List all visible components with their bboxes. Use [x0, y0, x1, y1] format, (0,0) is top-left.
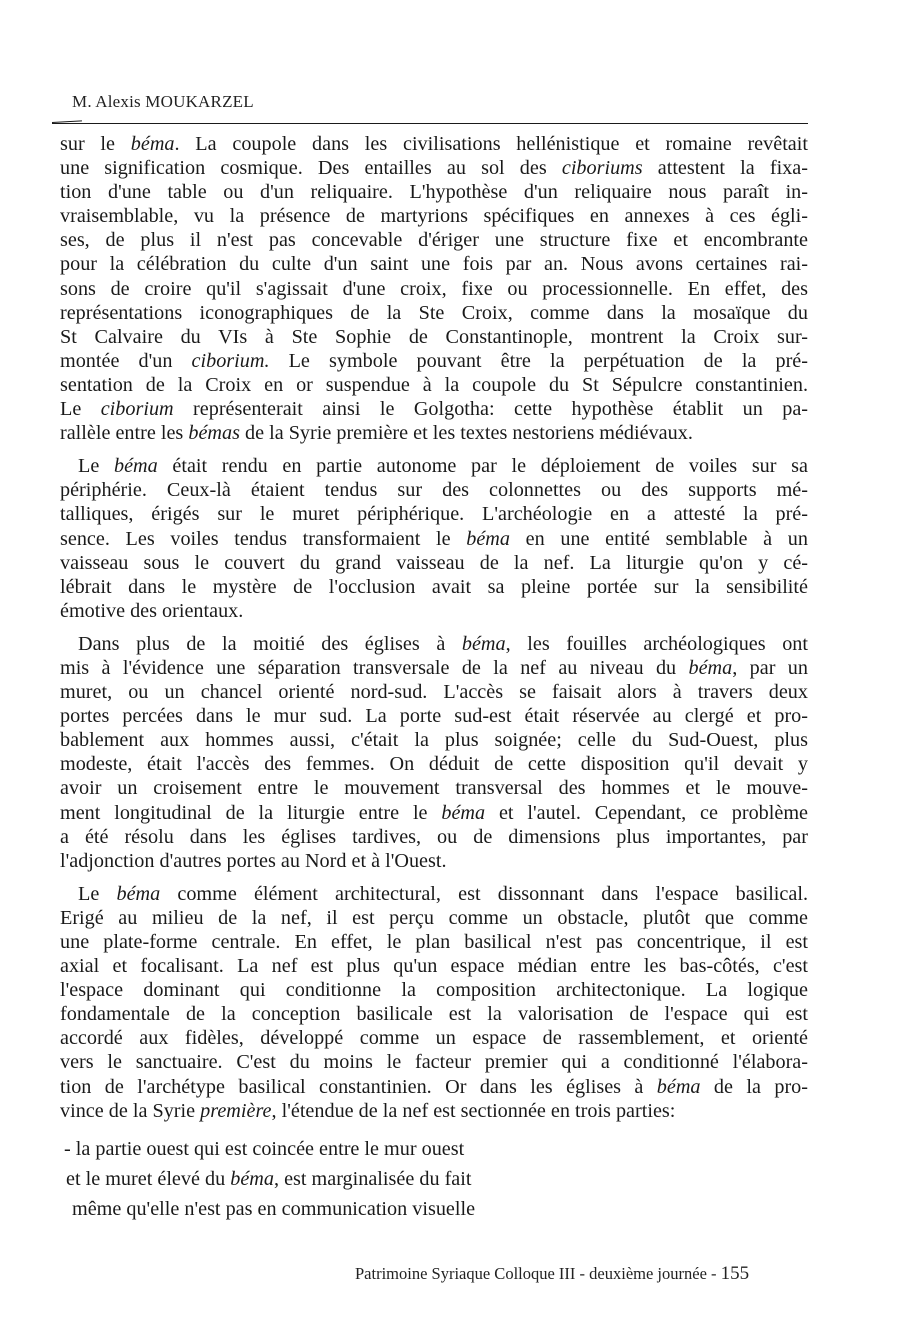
header-rule	[52, 123, 808, 124]
running-head-author: M. Alexis MOUKARZEL	[72, 92, 254, 111]
text-line: talliques, érigés sur le muret périphérique. L'archéologie en a attesté la pré-	[60, 503, 808, 526]
italic-term: première	[200, 1099, 272, 1122]
text-line: Le béma était rendu en partie autonome par le déploiement de voiles sur sa	[78, 455, 808, 478]
text-line: vraisemblable, vu la présence de martyrions spécifiques en annexes à ces égli-	[60, 205, 808, 228]
italic-term: ciborium.	[191, 349, 270, 372]
italic-term: bémas	[188, 422, 240, 445]
text-line: tion de l'archétype basilical constantinien. Or dans les églises à béma de la pro-	[60, 1075, 808, 1098]
text-line: une plate-forme centrale. En effet, le plan basilical n'est pas concentrique, il est	[60, 931, 808, 953]
list-line-2-pre: et le muret élevé du	[66, 1168, 231, 1190]
text-line: sence. Les voiles tendus transformaient le béma en une entité semblable à un	[60, 527, 808, 550]
text-line: rallèle entre les bémas de la Syrie première et les textes nestoriens médiévaux.	[60, 422, 693, 445]
italic-term: béma	[656, 1075, 701, 1098]
paragraph-2	[60, 454, 808, 623]
list-line-2-post: , est marginalisée du fait	[273, 1168, 472, 1190]
text-line: pour la célébration du culte d'un saint une fois par an. Nous avons certaines rai-	[60, 253, 808, 276]
text-line: l'adjonction d'autres portes au Nord et à l'Ouest.	[60, 849, 447, 872]
text-line: accordé aux fidèles, développé comme un espace de rassemblement, et orienté	[60, 1027, 808, 1050]
list-line-2-term: béma	[230, 1168, 274, 1190]
text-line: lébrait dans le mystère de l'occlusion avait sa pleine portée sur la sensibilité	[60, 575, 808, 598]
italic-term: béma	[688, 656, 733, 679]
text-line: sons de croire qu'il s'agissait d'une croix, fixe ou processionnelle. En effet, des	[60, 277, 808, 300]
text-line: muret, ou un chancel orienté nord-sud. L'accès se faisait alors à travers deux	[60, 681, 808, 704]
text-line: vers le sanctuaire. C'est du moins le facteur premier qui a conditionné l'élabora-	[60, 1051, 808, 1074]
italic-term: béma	[113, 455, 158, 478]
text-line: Le ciborium représenterait ainsi le Golgotha: cette hypothèse établit un pa-	[60, 398, 809, 421]
italic-term: béma	[441, 801, 486, 824]
italic-term: béma	[116, 882, 161, 905]
text-line: une signification cosmique. Des entailles au sol des ciboriums attestent la fixa-	[60, 157, 808, 180]
text-line: sur le béma. La coupole dans les civilisations hellénistique et romaine revêtait	[60, 133, 808, 155]
page-number: 155	[720, 1263, 750, 1284]
italic-term: béma	[130, 133, 175, 155]
text-line: ses, de plus il n'est pas concevable d'ériger une structure fixe et encombrante	[60, 229, 808, 252]
paragraph-3	[60, 632, 808, 873]
text-line: modeste, était l'accès des femmes. On déduit de cette disposition qu'il devait y	[60, 753, 808, 776]
paragraph-4	[60, 882, 808, 1123]
text-line: avoir un croisement entre le mouvement transversal des hommes et le mouve-	[60, 777, 808, 800]
text-line: montée d'un ciborium. Le symbole pouvant être la perpétuation de la pré-	[60, 349, 808, 372]
text-line: Dans plus de la moitié des églises à béma, les fouilles archéologiques ont	[78, 632, 808, 655]
italic-term: ciboriums	[561, 157, 643, 180]
list-block	[62, 1134, 475, 1224]
body-text	[60, 132, 808, 1132]
text-line: périphérie. Ceux-là étaient tendus sur des colonnettes ou des supports mé-	[60, 479, 808, 502]
text-line: Erigé au milieu de la nef, il est perçu comme un obstacle, plutôt que comme	[60, 906, 808, 929]
text-line: ment longitudinal de la liturgie entre le béma et l'autel. Cependant, ce problème	[60, 801, 808, 824]
text-line: représentations iconographiques de la Ste Croix, comme dans la mosaïque du	[60, 301, 808, 324]
page-footer	[355, 1263, 749, 1285]
list-line-2	[62, 1164, 475, 1194]
paragraph-1	[60, 132, 808, 445]
list-line-3: même qu'elle n'est pas en communication visuelle	[72, 1198, 476, 1220]
text-line: sentation de la Croix en or suspendue à la coupole du St Sépulcre constantinien.	[60, 373, 808, 396]
text-line: portes percées dans le mur sud. La porte sud-est était réservée au clergé et pro-	[60, 705, 808, 728]
italic-term: ciborium	[100, 398, 174, 421]
italic-term: béma	[466, 527, 510, 550]
text-line: bablement aux hommes aussi, c'était la plus soignée; celle du Sud-Ouest, plus	[60, 729, 808, 752]
list-line-1: - la partie ouest qui est coincée entre le mur ouest	[64, 1138, 465, 1160]
text-line: axial et focalisant. La nef est plus qu'un espace médian entre les bas-côtés, c'est	[60, 955, 808, 978]
text-line: émotive des orientaux.	[60, 599, 244, 622]
text-line: tion d'une table ou d'un reliquaire. L'hypothèse d'un reliquaire nous paraît in-	[60, 181, 808, 204]
text-line: a été résolu dans les églises tardives, ou de dimensions plus importantes, par	[60, 825, 808, 848]
text-line: fondamentale de la conception basilicale est la valorisation de l'espace qui est	[60, 1003, 808, 1026]
text-line: Le béma comme élément architectural, est dissonnant dans l'espace basilical.	[78, 882, 808, 905]
text-line: vince de la Syrie première, l'étendue de la nef est sectionnée en trois parties:	[60, 1099, 676, 1122]
text-line: l'espace dominant qui conditionne la composition architectonique. La logique	[60, 979, 808, 1002]
footer-running-title: Patrimoine Syriaque Colloque III - deuxième journée -	[355, 1264, 721, 1283]
text-line: vaisseau sous le couvert du grand vaisseau de la nef. La liturgie qu'on y cé-	[60, 551, 808, 574]
text-line: mis à l'évidence une séparation transversale de la nef au niveau du béma, par un	[60, 656, 808, 679]
text-line: St Calvaire du VIs à Ste Sophie de Constantinople, montrent la Croix sur-	[60, 325, 808, 348]
italic-term: béma	[461, 632, 506, 655]
